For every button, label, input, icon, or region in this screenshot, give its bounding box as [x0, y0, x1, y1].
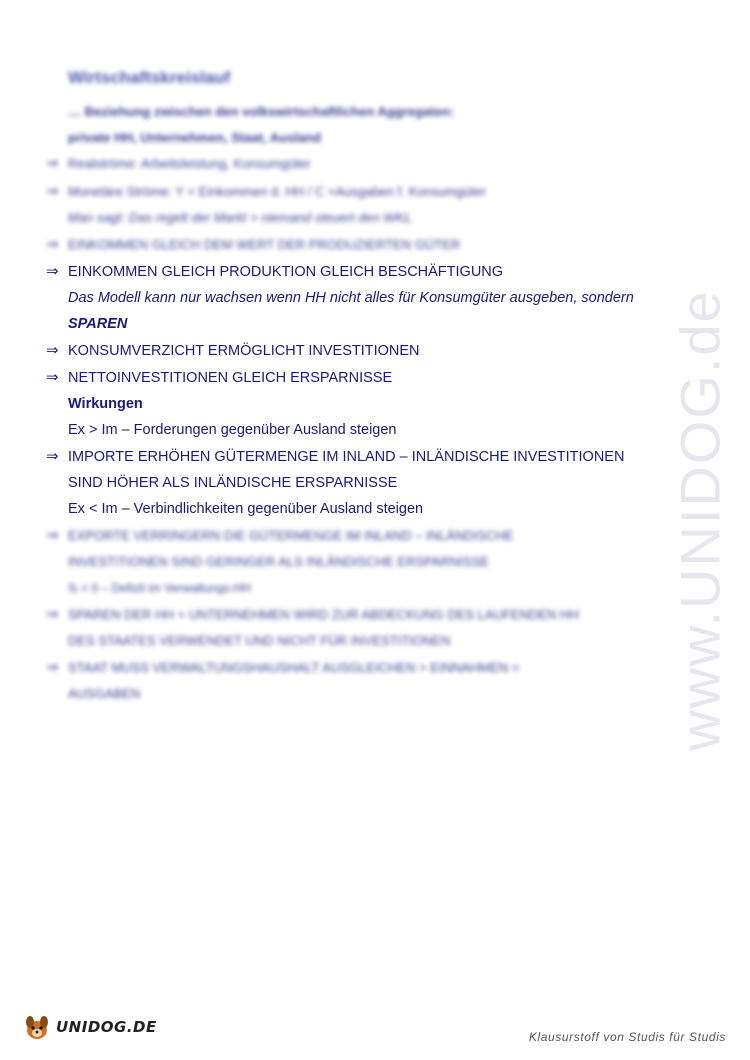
arrow-icon: ⇒: [46, 527, 59, 544]
text-line: EINKOMMEN GLEICH DEM WERT DER PRODUZIERTEN GÜTER: [68, 237, 461, 252]
text-line: AUSGABEN: [68, 686, 141, 701]
text-line: Man sagt: Das regelt der Markt > niemand steuert den WKL: [68, 210, 412, 225]
watermark: www.UNIDOG.de: [668, 289, 732, 751]
arrow-icon: ⇒: [46, 659, 59, 676]
text-line: KONSUMVERZICHT ERMÖGLICHT INVESTITIONEN: [68, 343, 420, 359]
text-line: DES STAATES VERWENDET UND NICHT FÜR INVESTITIONEN: [68, 633, 451, 648]
text-line: SIND HÖHER ALS INLÄNDISCHE ERSPARNISSE: [68, 475, 398, 491]
text-line: Ex > Im – Forderungen gegenüber Ausland steigen: [68, 422, 397, 438]
unidog-logo: [22, 1012, 157, 1042]
footer-text: Klausurstoff von Studis für Studis: [528, 1030, 726, 1044]
dog-icon: [22, 1012, 52, 1042]
text-line: STAAT MUSS VERWALTUNGSHAUSHALT AUSGLEICHEN > EINNAHMEN =: [68, 660, 520, 675]
text-line: Das Modell kann nur wachsen wenn HH nicht alles für Konsumgüter ausgeben, sondern: [68, 290, 634, 306]
text-line: IMPORTE ERHÖHEN GÜTERMENGE IM INLAND – INLÄNDISCHE INVESTITIONEN: [68, 449, 625, 465]
emphasis-text: SPAREN: [68, 316, 128, 332]
text-line: SPAREN DER HH + UNTERNEHMEN WIRD ZUR ABDECKUNG DES LAUFENDEN HH: [68, 607, 579, 622]
text-line: Sᵢ < 0 – Defizit im Verwaltungs-HH: [68, 581, 251, 595]
arrow-icon: ⇒: [46, 183, 59, 200]
text-line: EXPORTE VERRINGERN DIE GÜTERMENGE IM INLAND – INLÄNDISCHE: [68, 528, 514, 543]
text-line: NETTOINVESTITIONEN GLEICH ERSPARNISSE: [68, 370, 393, 386]
text-line: private HH, Unternehmen, Staat, Ausland: [68, 130, 322, 145]
arrow-icon: ⇒: [46, 448, 59, 465]
arrow-icon: ⇒: [46, 155, 59, 172]
arrow-icon: ⇒: [46, 263, 59, 280]
arrow-icon: ⇒: [46, 369, 59, 386]
text-line: Realströme: Arbeitsleistung, Konsumgüter: [68, 156, 311, 171]
arrow-icon: ⇒: [46, 606, 59, 623]
text-line: … Beziehung zwischen den volkswirtschaftlichen Aggregaten:: [68, 104, 454, 119]
logo-text: UNIDOG.DE: [56, 1018, 157, 1036]
arrow-icon: ⇒: [46, 342, 59, 359]
arrow-icon: ⇒: [46, 236, 59, 253]
document-title: Wirtschaftskreislauf: [68, 68, 231, 87]
section-heading: Wirkungen: [68, 396, 143, 412]
text-line: Ex < Im – Verbindlichkeiten gegenüber Ausland steigen: [68, 501, 424, 517]
text-line: INVESTITIONEN SIND GERINGER ALS INLÄNDISCHE ERSPARNISSE: [68, 554, 489, 569]
text-line: Monetäre Ströme: Y = Einkommen d. HH / C =Ausgaben f. Konsumgüter: [68, 184, 486, 199]
text-line: EINKOMMEN GLEICH PRODUKTION GLEICH BESCHÄFTIGUNG: [68, 264, 504, 280]
